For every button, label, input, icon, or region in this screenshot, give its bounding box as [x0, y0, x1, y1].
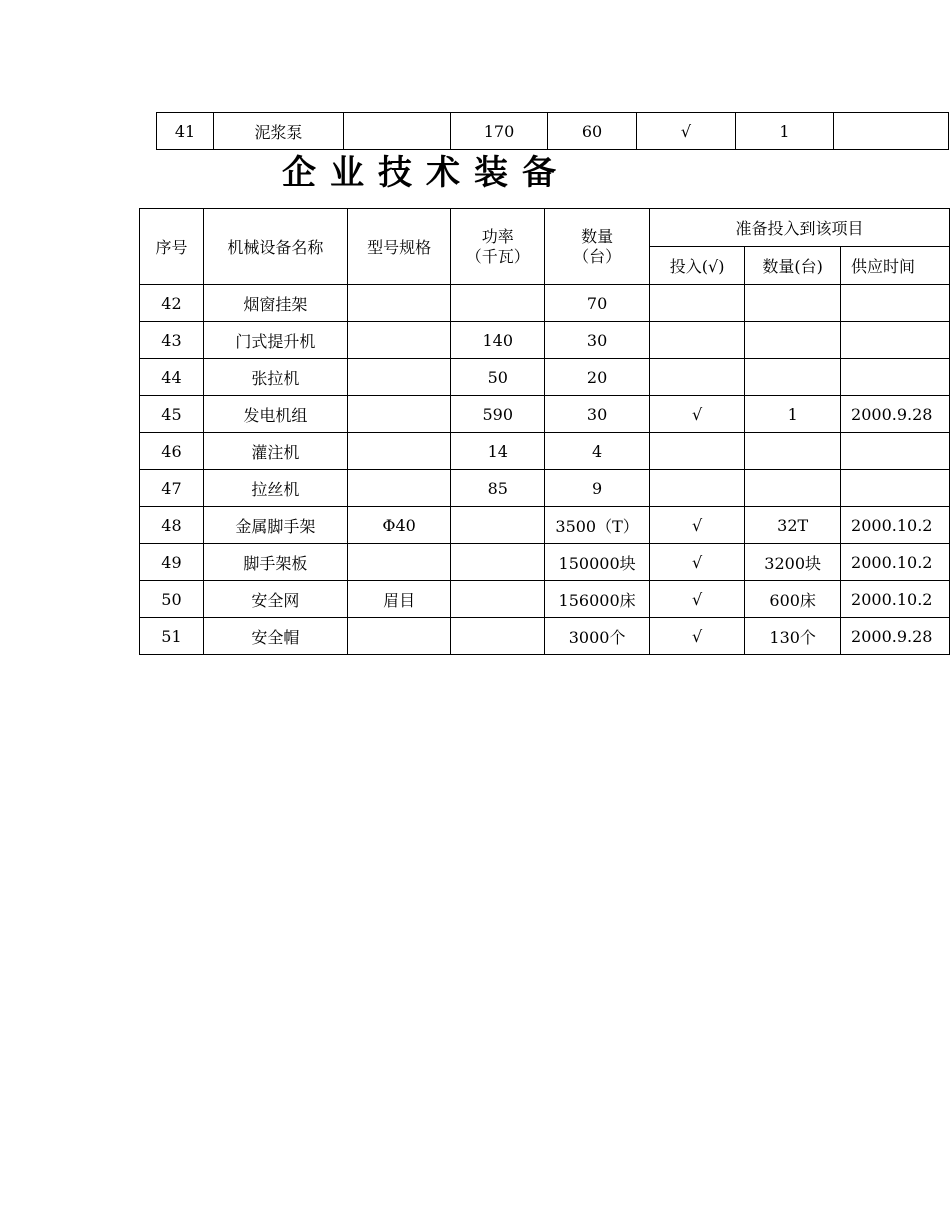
cell-spec: 眉目 [347, 581, 450, 618]
cell-input: √ [649, 581, 744, 618]
cell-name: 安全网 [203, 581, 347, 618]
cell-power [451, 618, 545, 655]
cell-supply-time: 2000.10.2 [841, 544, 950, 581]
header-spec: 型号规格 [347, 209, 450, 285]
cell-spec [347, 544, 450, 581]
header-qty-line2: （台） [573, 246, 622, 266]
cell-input-qty: 130个 [745, 618, 841, 655]
cell-name: 金属脚手架 [203, 507, 347, 544]
cell-qty: 3000个 [545, 618, 650, 655]
cell-no: 44 [140, 359, 204, 396]
page-title [0, 150, 950, 196]
cell-input [649, 322, 744, 359]
header-input: 投入(√) [649, 247, 744, 285]
page-title-text: 企业技术装备 [282, 153, 570, 193]
table-row [157, 113, 949, 150]
header-input-qty: 数量(台) [745, 247, 841, 285]
cell-no: 47 [140, 470, 204, 507]
cell-input [649, 359, 744, 396]
cell-input-qty [745, 322, 841, 359]
cell-input: √ [649, 618, 744, 655]
cell-input [649, 285, 744, 322]
cell-name: 安全帽 [203, 618, 347, 655]
cell-no: 51 [140, 618, 204, 655]
cell-input-qty [745, 285, 841, 322]
cell-power: 140 [451, 322, 545, 359]
cell-supply-time [841, 359, 950, 396]
equipment-table [139, 208, 950, 655]
cell-input-qty: 1 [736, 113, 834, 150]
header-no: 序号 [140, 209, 204, 285]
cell-no: 41 [157, 113, 214, 150]
cell-name: 烟窗挂架 [203, 285, 347, 322]
table-row [140, 581, 950, 618]
cell-spec [347, 396, 450, 433]
header-qty [545, 209, 650, 285]
cell-power: 14 [451, 433, 545, 470]
cell-qty: 4 [545, 433, 650, 470]
cell-no: 49 [140, 544, 204, 581]
cell-supply-time: 2000.10.2 [841, 581, 950, 618]
cell-input-qty [745, 433, 841, 470]
cell-power: 590 [451, 396, 545, 433]
cell-qty: 156000床 [545, 581, 650, 618]
cell-name: 张拉机 [203, 359, 347, 396]
cell-input: √ [649, 507, 744, 544]
cell-qty: 20 [545, 359, 650, 396]
cell-name: 脚手架板 [203, 544, 347, 581]
cell-spec [347, 470, 450, 507]
cell-input-qty: 600床 [745, 581, 841, 618]
cell-qty: 9 [545, 470, 650, 507]
table-row [140, 470, 950, 507]
cell-power: 170 [451, 113, 548, 150]
header-name: 机械设备名称 [203, 209, 347, 285]
header-row [140, 209, 950, 247]
cell-supply-time: 2000.10.2 [841, 507, 950, 544]
cell-qty: 70 [545, 285, 650, 322]
table-row [140, 285, 950, 322]
cell-name: 拉丝机 [203, 470, 347, 507]
cell-qty: 30 [545, 396, 650, 433]
table-row [140, 396, 950, 433]
cell-qty: 30 [545, 322, 650, 359]
cell-supply-time [841, 470, 950, 507]
cell-supply-time: 2000.9.28 [841, 618, 950, 655]
cell-no: 43 [140, 322, 204, 359]
cell-power [451, 544, 545, 581]
cell-spec [347, 618, 450, 655]
cell-name: 泥浆泵 [214, 113, 344, 150]
cell-spec: Φ40 [347, 507, 450, 544]
header-qty-line1: 数量 [581, 226, 614, 246]
table-row [140, 618, 950, 655]
header-supply-time: 供应时间 [841, 247, 950, 285]
cell-power: 50 [451, 359, 545, 396]
cell-spec [347, 322, 450, 359]
cell-spec [344, 113, 451, 150]
cell-power [451, 285, 545, 322]
cell-spec [347, 433, 450, 470]
cell-input-qty: 32T [745, 507, 841, 544]
cell-input: √ [637, 113, 736, 150]
cell-qty: 60 [548, 113, 637, 150]
cell-input-qty [745, 470, 841, 507]
table-row [140, 544, 950, 581]
header-power-line1: 功率 [481, 226, 514, 246]
cell-supply-time [841, 285, 950, 322]
equipment-table-body [140, 285, 950, 655]
header-power-line2: （千瓦） [465, 246, 530, 266]
cell-input [649, 470, 744, 507]
cell-name: 发电机组 [203, 396, 347, 433]
table-row [140, 433, 950, 470]
cell-supply-time: 2000.9.28 [841, 396, 950, 433]
cell-power [451, 507, 545, 544]
previous-equipment-table [156, 112, 949, 150]
cell-qty: 3500（T） [545, 507, 650, 544]
cell-no: 45 [140, 396, 204, 433]
cell-input-qty: 1 [745, 396, 841, 433]
cell-spec [347, 359, 450, 396]
cell-supply-time [841, 322, 950, 359]
table-row [140, 507, 950, 544]
cell-input [649, 433, 744, 470]
cell-input: √ [649, 396, 744, 433]
table-row [140, 359, 950, 396]
cell-no: 48 [140, 507, 204, 544]
cell-no: 50 [140, 581, 204, 618]
table-row [140, 322, 950, 359]
cell-spec [347, 285, 450, 322]
cell-input-qty: 3200块 [745, 544, 841, 581]
header-power [451, 209, 545, 285]
cell-no: 42 [140, 285, 204, 322]
cell-qty: 150000块 [545, 544, 650, 581]
cell-supply-time [841, 433, 950, 470]
cell-input: √ [649, 544, 744, 581]
cell-no: 46 [140, 433, 204, 470]
cell-input-qty [745, 359, 841, 396]
cell-supply-time [834, 113, 949, 150]
header-group: 准备投入到该项目 [649, 209, 949, 247]
cell-power: 85 [451, 470, 545, 507]
cell-name: 门式提升机 [203, 322, 347, 359]
cell-power [451, 581, 545, 618]
cell-name: 灌注机 [203, 433, 347, 470]
